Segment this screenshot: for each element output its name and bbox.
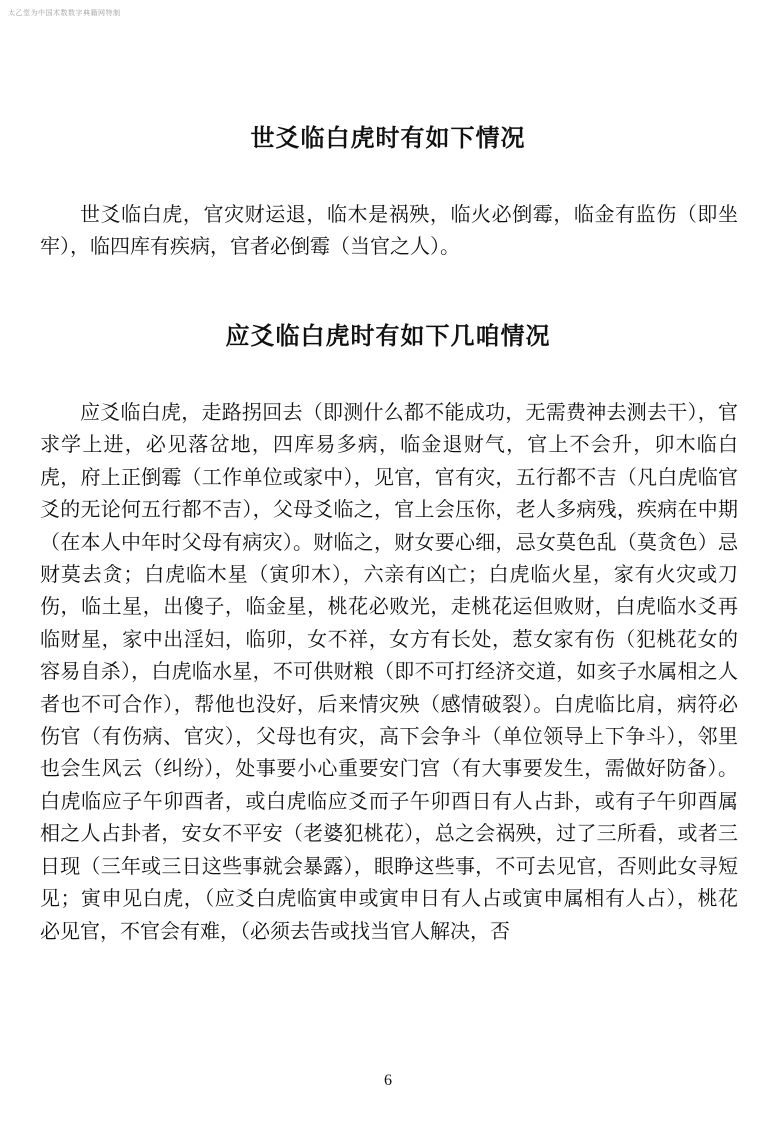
paragraph-ying-yao: 应爻临白虎，走路拐回去（即测什么都不能成功，无需费神去测去干），官求学上进，必见落岔地，四库易多病，临金退财气，官上不会升，卯木临白虎，府上正倒霉（工作单位或家中），见官，官有灾，五行都不吉（凡白虎临官爻的无论何五行都不吉），父母爻临之，官上会压你，老人多病残，疾病在中期（在本人中年时父母有病灾）。财临之，财女要心细，忌女莫色乱（莫贪色）忌财莫去贪；白虎临木星（寅卯木），六亲有凶亡；白虎临火星，家有火灾或刀伤，临土星，出傻子，临金星，桃花必败光，走桃花运但败财，白虎临水爻再临财星，家中出淫妇，临卯，女不祥，女方有长处，惹女家有伤（犯桃花女的容易自杀），白虎临水星，不可供财粮（即不可打经济交道，如亥子水属相之人者也不可合作），帮他也没好，后来情灾殃（感情破裂）。白虎临比肩，病符必伤官（有伤病、官灾），父母也有灾，高下会争斗（单位领导上下争斗），邻里也会生风云（纠纷），处事要小心重要安门宫（有大事要发生，需做好防备）。白虎临应子午卯酉者，或白虎临应爻而子午卯酉日有人占卦，或有子午卯酉属相之人占卦者，安女不平安（老婆犯桃花），总之会祸殃，过了三所看，或者三日现（三年或三日这些事就会暴露），眼睁这些事，不可去见官，否则此女寻短见；寅申见白虎，（应爻白虎临寅申或寅申日有人占或寅申属相有人占），桃花必见官，不官会有难，（必须去告或找当官人解决，否 bbox=[40, 400, 738, 943]
paragraph-shi-yao: 世爻临白虎，官灾财运退，临木是祸殃，临火必倒霉，临金有监伤（即坐牢），临四库有疾病，官者必倒霉（当官之人）。 bbox=[40, 202, 738, 259]
section-heading-ying-yao: 应爻临白虎时有如下几咱情况 bbox=[225, 322, 551, 350]
section-heading-shi-yao: 世爻临白虎时有如下情况 bbox=[250, 124, 526, 152]
watermark: 太乙堂为中国术数数字典籍网特制 bbox=[8, 9, 121, 17]
page-number: 6 bbox=[384, 1072, 392, 1089]
